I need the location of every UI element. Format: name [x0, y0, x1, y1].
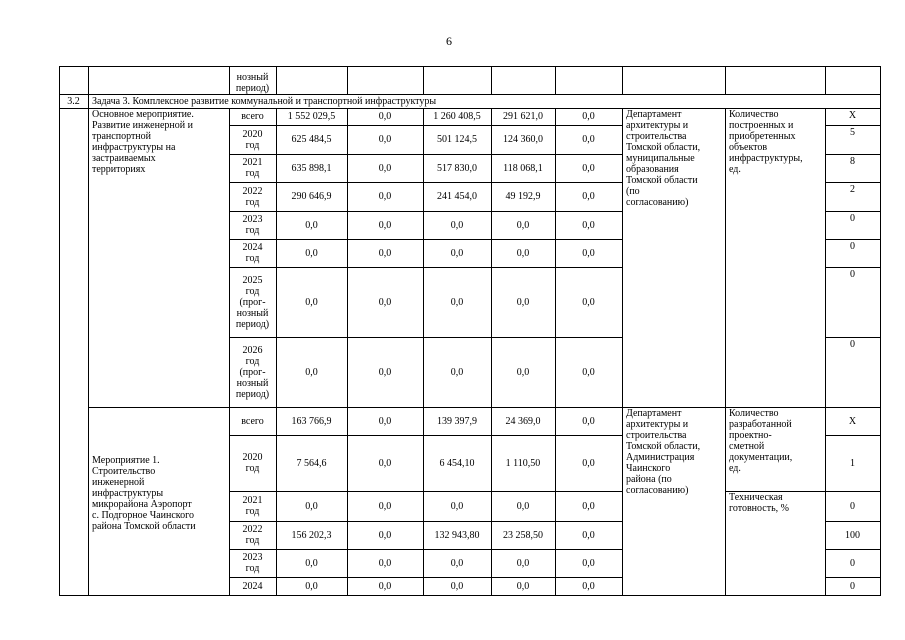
year-cell [229, 108, 276, 125]
value-cell: 0 [850, 269, 855, 280]
executor-line: архитектуры и [626, 120, 689, 131]
reg-cell: 0,0 [450, 580, 464, 592]
year-cell [229, 211, 276, 239]
mun-cell: 0,0 [516, 219, 530, 231]
grid-line [229, 491, 623, 492]
grid-line [276, 66, 277, 95]
value-cell: 5 [850, 127, 855, 138]
year-text: год [245, 139, 260, 151]
mun-cell: 23 258,50 [503, 529, 543, 541]
value-cell: 8 [850, 156, 855, 167]
fed-cell: 0,0 [378, 580, 392, 592]
mun-cell: 0,0 [516, 580, 530, 592]
grid-line [229, 154, 623, 155]
reg-cell: 0,0 [450, 247, 464, 259]
grid-line [825, 549, 881, 550]
year-text: год [245, 253, 260, 264]
grid-line [59, 94, 881, 95]
measure-name [88, 407, 229, 595]
grid-line [229, 577, 623, 578]
measure-name-line: Строительство [92, 466, 156, 477]
mun-cell: 1 110,50 [505, 457, 541, 469]
extra-cell: 0,0 [582, 162, 595, 174]
year-text: 2025 [242, 274, 263, 286]
year-text: (прог- [239, 366, 266, 378]
section-number: 3.2 [67, 95, 80, 107]
grid-line [825, 239, 881, 240]
extra-cell: 0,0 [582, 366, 595, 378]
mun-cell: 0,0 [516, 500, 530, 512]
executor-line: согласованию) [626, 197, 689, 208]
grid-line [555, 66, 556, 95]
grid-line [825, 521, 881, 522]
fed-cell: 0,0 [378, 191, 392, 202]
measure-name-line: Мероприятие 1. [92, 455, 160, 466]
grid-line [88, 407, 881, 408]
measure-name-line: района Томской области [92, 521, 196, 532]
grid-line [825, 125, 881, 126]
indicator-line: разработанной [729, 419, 792, 430]
measure-name-line: транспортной [92, 131, 152, 142]
grid-line [229, 66, 230, 95]
indicator-line: ед. [729, 164, 741, 175]
measure-name-line: с. Подгорное Чаинского [92, 510, 195, 521]
year-text: 2022 [242, 524, 263, 535]
section-title: Задача 3. Комплексное развитие коммунальной и транспортной инфраструктуры [92, 96, 437, 107]
grid-line [491, 66, 492, 95]
grid-line [59, 108, 881, 109]
indicator-line: ед. [729, 463, 741, 474]
year-text: год [245, 463, 260, 474]
extra-cell: 0,0 [582, 219, 595, 231]
year-text: всего [241, 415, 264, 427]
total-cell: 0,0 [305, 366, 318, 378]
fed-cell: 0,0 [378, 457, 392, 469]
year-cell [229, 182, 276, 211]
reg-cell: 0,0 [450, 219, 464, 231]
value-cell: 0 [850, 213, 855, 224]
measure-name-line: территориях [92, 164, 146, 175]
extra-cell: 0,0 [582, 580, 595, 592]
grid-line [59, 66, 60, 596]
indicator-line: построенных и [729, 120, 794, 131]
grid-line [825, 337, 881, 338]
mun-cell: 124 360,0 [503, 134, 543, 145]
value-cell: 0 [850, 500, 855, 512]
grid-line [229, 549, 623, 550]
executor-line: согласованию) [626, 485, 689, 496]
year-text: 2023 [242, 214, 263, 225]
year-text: 2024 [242, 242, 263, 253]
total-cell: 0,0 [305, 296, 318, 308]
grid-line [88, 66, 89, 596]
year-text: 2021 [242, 157, 263, 168]
reg-cell: 0,0 [450, 500, 464, 512]
mun-cell: 49 192,9 [505, 191, 541, 202]
grid-line [229, 239, 623, 240]
total-cell: 7 564,6 [296, 457, 327, 469]
grid-line [825, 491, 881, 492]
extra-cell: 0,0 [582, 296, 595, 308]
year-text: нозный [236, 307, 269, 319]
year-cell [229, 407, 276, 435]
extra-cell: 0,0 [582, 134, 595, 145]
fed-cell: 0,0 [378, 111, 392, 122]
grid-line [622, 66, 623, 95]
executor-line: Томской области, [626, 142, 701, 153]
year-text: всего [241, 111, 264, 122]
grid-line [725, 108, 726, 596]
grid-line [825, 211, 881, 212]
year-cell [229, 337, 276, 407]
fed-cell: 0,0 [378, 557, 392, 569]
fed-cell: 0,0 [378, 415, 392, 427]
executor-line: Департамент [626, 408, 682, 419]
grid-line [59, 595, 881, 596]
grid-line [229, 182, 623, 183]
grid-line [59, 66, 881, 67]
measure-name-line: Основное мероприятие. [92, 109, 194, 120]
indicator-line: Техническая [729, 492, 783, 503]
year-text: год [245, 355, 260, 367]
total-cell: 635 898,1 [291, 162, 332, 174]
total-cell: 0,0 [305, 219, 318, 231]
grid-line [825, 66, 826, 95]
total-cell: 0,0 [305, 500, 318, 512]
measure-name-line: инженерной [92, 477, 145, 488]
year-text: 2024 [242, 580, 263, 592]
grid-line [229, 267, 623, 268]
grid-line [229, 521, 623, 522]
grid-line [229, 211, 623, 212]
reg-cell: 517 830,0 [437, 162, 477, 174]
executor-line: архитектуры и [626, 419, 689, 430]
mun-cell: 0,0 [516, 557, 530, 569]
fed-cell: 0,0 [378, 162, 392, 174]
year-cell [229, 125, 276, 154]
value-cell: 0 [850, 580, 855, 592]
executor-line: муниципальные [626, 153, 695, 164]
mun-cell: 291 621,0 [503, 111, 543, 122]
year-cell [229, 239, 276, 267]
indicator-line: приобретенных [729, 131, 796, 142]
executor-line: Администрация [626, 452, 695, 463]
value-cell: 0 [850, 557, 855, 569]
indicator-line: проектно- [729, 430, 772, 441]
grid-line [825, 154, 881, 155]
mun-cell: 24 369,0 [505, 415, 541, 427]
reg-cell: 132 943,80 [434, 529, 480, 541]
executor-line: образования [626, 164, 679, 175]
grid-line [229, 337, 623, 338]
reg-cell: 0,0 [450, 366, 464, 378]
grid-line [229, 435, 623, 436]
year-text: год [245, 196, 260, 208]
indicator-line: Количество [729, 109, 779, 120]
measure-name-line: микрорайона Аэропорт [92, 499, 192, 510]
grid-line [880, 66, 881, 596]
executor-line: Томской области [626, 175, 698, 186]
grid-line [825, 267, 881, 268]
indicator-line: сметной [729, 441, 765, 452]
year-text: 2020 [242, 452, 263, 463]
extra-cell: 0,0 [582, 529, 595, 541]
total-cell: 163 766,9 [291, 415, 332, 427]
reg-cell: 6 454,10 [439, 457, 475, 469]
indicator-line: документации, [729, 452, 793, 463]
value-cell: X [848, 415, 857, 427]
fed-cell: 0,0 [378, 296, 392, 308]
executor [622, 407, 725, 595]
year-cell [229, 435, 276, 491]
year-text: нозный [236, 377, 269, 389]
fed-cell: 0,0 [378, 366, 392, 378]
year-cell [229, 491, 276, 521]
year-text: 2022 [242, 185, 263, 197]
measure-name-line: Развитие инженерной и [92, 120, 193, 131]
indicator [725, 491, 825, 595]
total-cell: 0,0 [305, 247, 318, 259]
grid-line [825, 435, 881, 436]
extra-cell: 0,0 [582, 111, 595, 122]
reg-cell: 0,0 [450, 296, 464, 308]
year-text: год [245, 535, 260, 546]
year-text: 2021 [242, 495, 263, 506]
grid-line [347, 66, 348, 95]
executor-line: Томской области, [626, 441, 701, 452]
extra-cell: 0,0 [582, 415, 595, 427]
year-cell [229, 267, 276, 337]
extra-cell: 0,0 [582, 247, 595, 259]
extra-cell: 0,0 [582, 457, 595, 469]
grid-line [229, 125, 623, 126]
value-cell: 0 [850, 241, 855, 252]
total-cell: 0,0 [305, 580, 318, 592]
year-text: год [245, 225, 260, 236]
executor-line: Департамент [626, 109, 682, 120]
total-cell: 156 202,3 [291, 529, 332, 541]
indicator-line: инфраструктуры, [729, 153, 803, 164]
year-text: год [245, 563, 260, 574]
year-cell [229, 154, 276, 182]
year-text: год [245, 168, 260, 179]
value-cell: 0 [850, 339, 855, 350]
mun-cell: 0,0 [516, 247, 530, 259]
total-cell: 0,0 [305, 557, 318, 569]
year-text: период) [235, 318, 270, 330]
executor-line: (по [626, 186, 640, 197]
indicator [725, 407, 825, 491]
value-cell: X [848, 110, 857, 121]
mun-cell: 0,0 [516, 296, 530, 308]
executor [622, 108, 725, 407]
reg-cell: 501 124,5 [437, 134, 477, 145]
fed-cell: 0,0 [378, 500, 392, 512]
indicator [725, 108, 825, 407]
reg-cell: 1 260 408,5 [433, 111, 481, 122]
grid-line [725, 491, 826, 492]
mun-cell: 0,0 [516, 366, 530, 378]
indicator-line: объектов [729, 142, 768, 153]
value-cell: 1 [850, 457, 855, 469]
fed-cell: 0,0 [378, 219, 392, 231]
indicator-line: готовность, % [729, 503, 789, 514]
executor-line: Чаинского [626, 463, 671, 474]
executor-line: строительства [626, 430, 687, 441]
total-cell: 290 646,9 [291, 191, 332, 202]
indicator-line: Количество [729, 408, 779, 419]
year-cell [229, 577, 276, 595]
year-text: год [245, 506, 260, 517]
executor-line: района (по [626, 474, 672, 485]
measure-name [88, 108, 229, 407]
extra-cell: 0,0 [582, 191, 595, 202]
measure-name-line: инфраструктуры [92, 488, 164, 499]
measure-name-line: инфраструктуры на [92, 142, 176, 153]
year-text: период) [235, 388, 270, 400]
reg-cell: 0,0 [450, 557, 464, 569]
extra-cell: 0,0 [582, 500, 595, 512]
year-text: 2020 [242, 128, 263, 140]
value-cell: 2 [850, 184, 855, 195]
year-cell [229, 521, 276, 549]
extra-cell: 0,0 [582, 557, 595, 569]
total-cell: 1 552 029,5 [287, 111, 336, 122]
year-text: период) [235, 83, 270, 94]
year-cell [229, 66, 276, 94]
grid-line [825, 577, 881, 578]
grid-line [825, 182, 881, 183]
year-text: год [245, 285, 260, 297]
executor-line: строительства [626, 131, 687, 142]
fed-cell: 0,0 [378, 247, 392, 259]
reg-cell: 241 454,0 [437, 191, 477, 202]
year-text: (прог- [239, 296, 266, 308]
total-cell: 625 484,5 [291, 134, 332, 145]
year-cell [229, 549, 276, 577]
mun-cell: 118 068,1 [503, 162, 543, 174]
fed-cell: 0,0 [378, 529, 392, 541]
measure-name-line: застраиваемых [92, 153, 156, 164]
value-cell: 100 [845, 529, 860, 541]
year-text: нозный [236, 72, 269, 83]
page-number: 6 [446, 34, 452, 48]
grid-line [725, 66, 726, 95]
year-text: 2023 [242, 552, 263, 563]
year-text: 2026 [242, 344, 263, 356]
fed-cell: 0,0 [378, 134, 392, 145]
grid-line [423, 66, 424, 95]
reg-cell: 139 397,9 [437, 415, 477, 427]
